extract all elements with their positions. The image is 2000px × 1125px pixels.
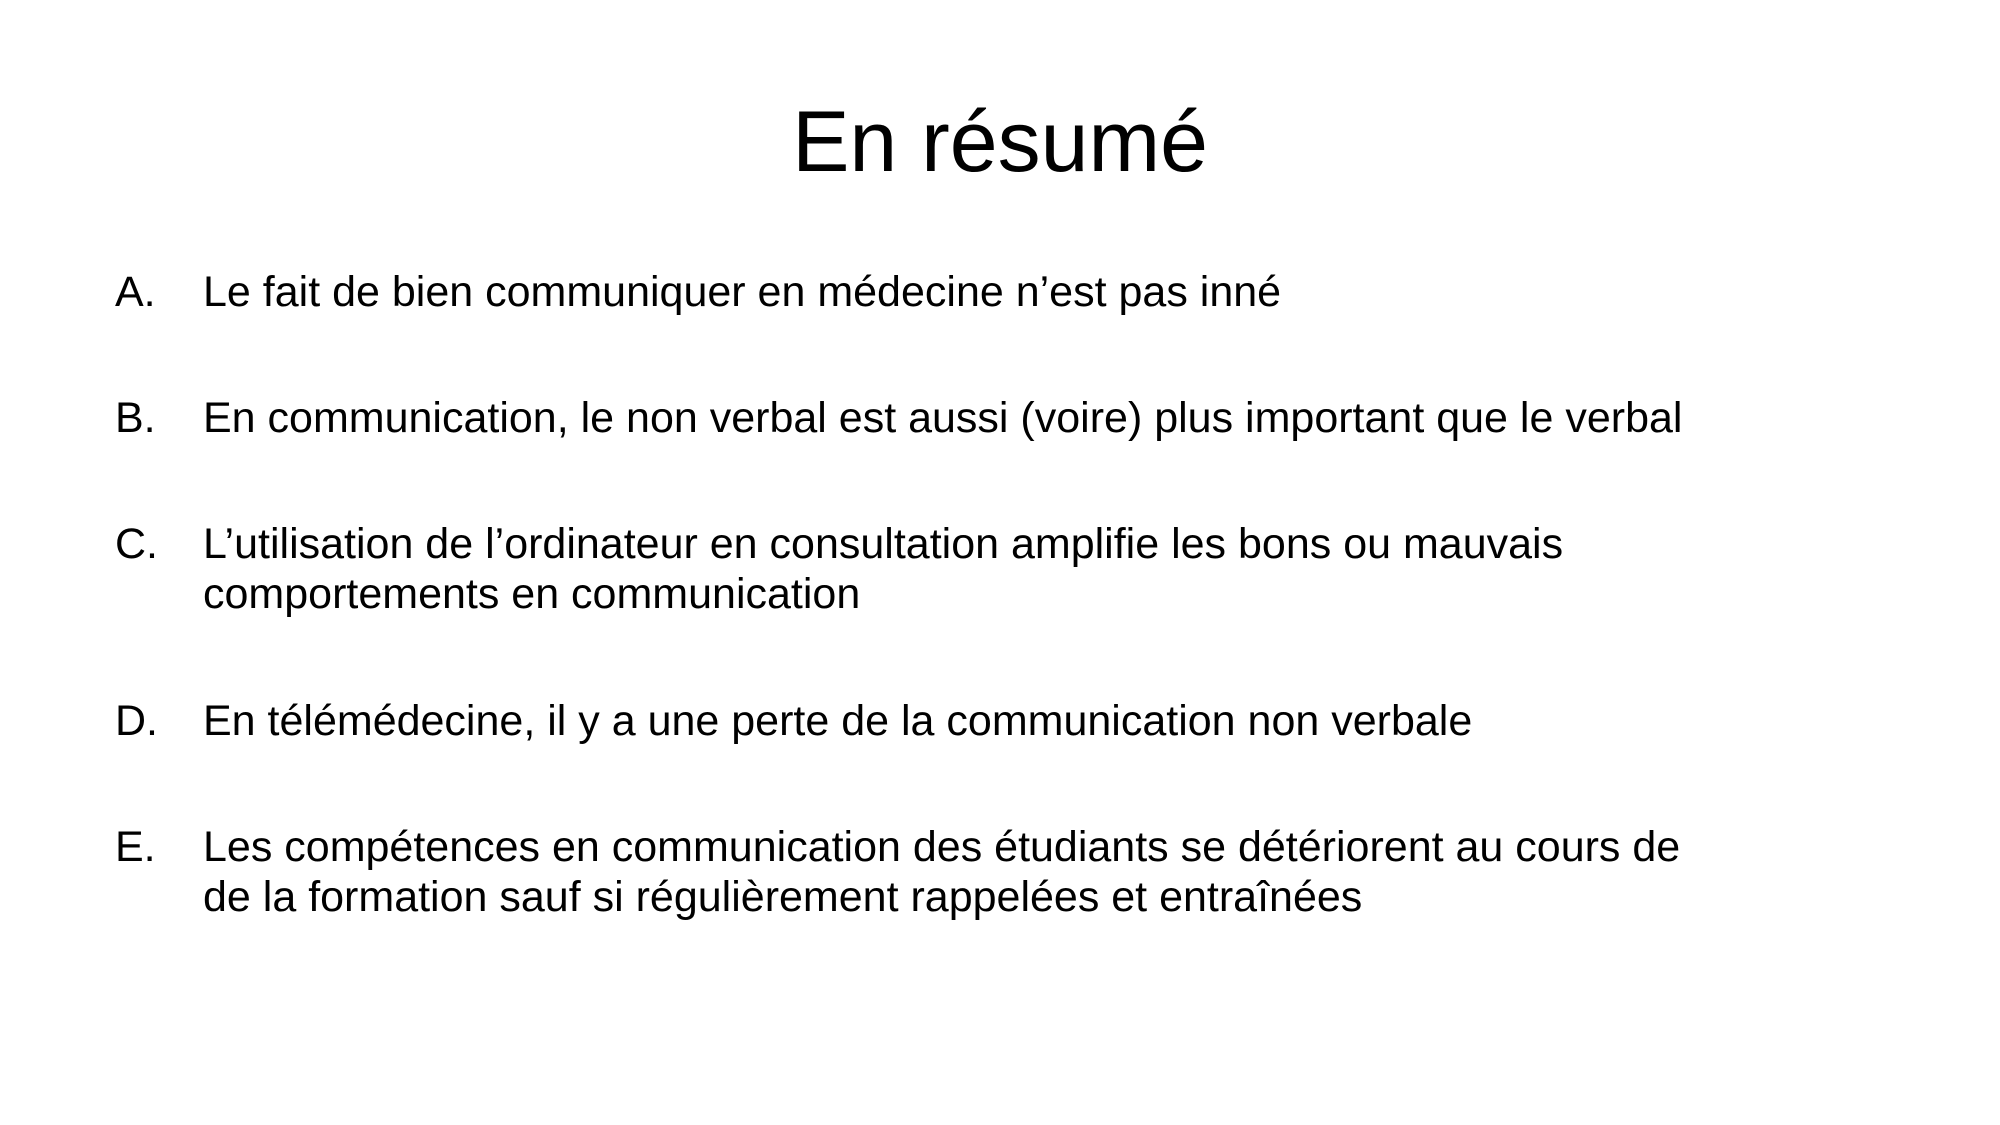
list-item-letter: E. (115, 823, 156, 871)
list-item-text (203, 393, 1983, 443)
list-item-text (203, 267, 1983, 317)
list-item-letter: C. (115, 520, 158, 568)
list-item-text (203, 519, 1983, 619)
list-item-line: comportements en communication (203, 570, 861, 618)
list-item-line: L’utilisation de l’ordinateur en consultation amplifie les bons ou mauvais (203, 520, 1564, 568)
list-item-text (203, 696, 1983, 746)
list-item-line: Les compétences en communication des étudiants se détériorent au cours de (203, 823, 1681, 871)
list-item-letter: D. (115, 697, 158, 745)
list-item-letter: B. (115, 394, 156, 442)
list-item-letter: A. (115, 268, 156, 316)
list-item-line: En télémédecine, il y a une perte de la communication non verbale (203, 697, 1473, 745)
slide-title: En résumé (792, 94, 1208, 190)
list-item-text (203, 822, 1983, 922)
list-item-line: de la formation sauf si régulièrement rappelées et entraînées (203, 873, 1363, 921)
list-item-line: Le fait de bien communiquer en médecine n’est pas inné (203, 268, 1282, 316)
list-item-line: En communication, le non verbal est aussi (voire) plus important que le verbal (203, 394, 1683, 442)
